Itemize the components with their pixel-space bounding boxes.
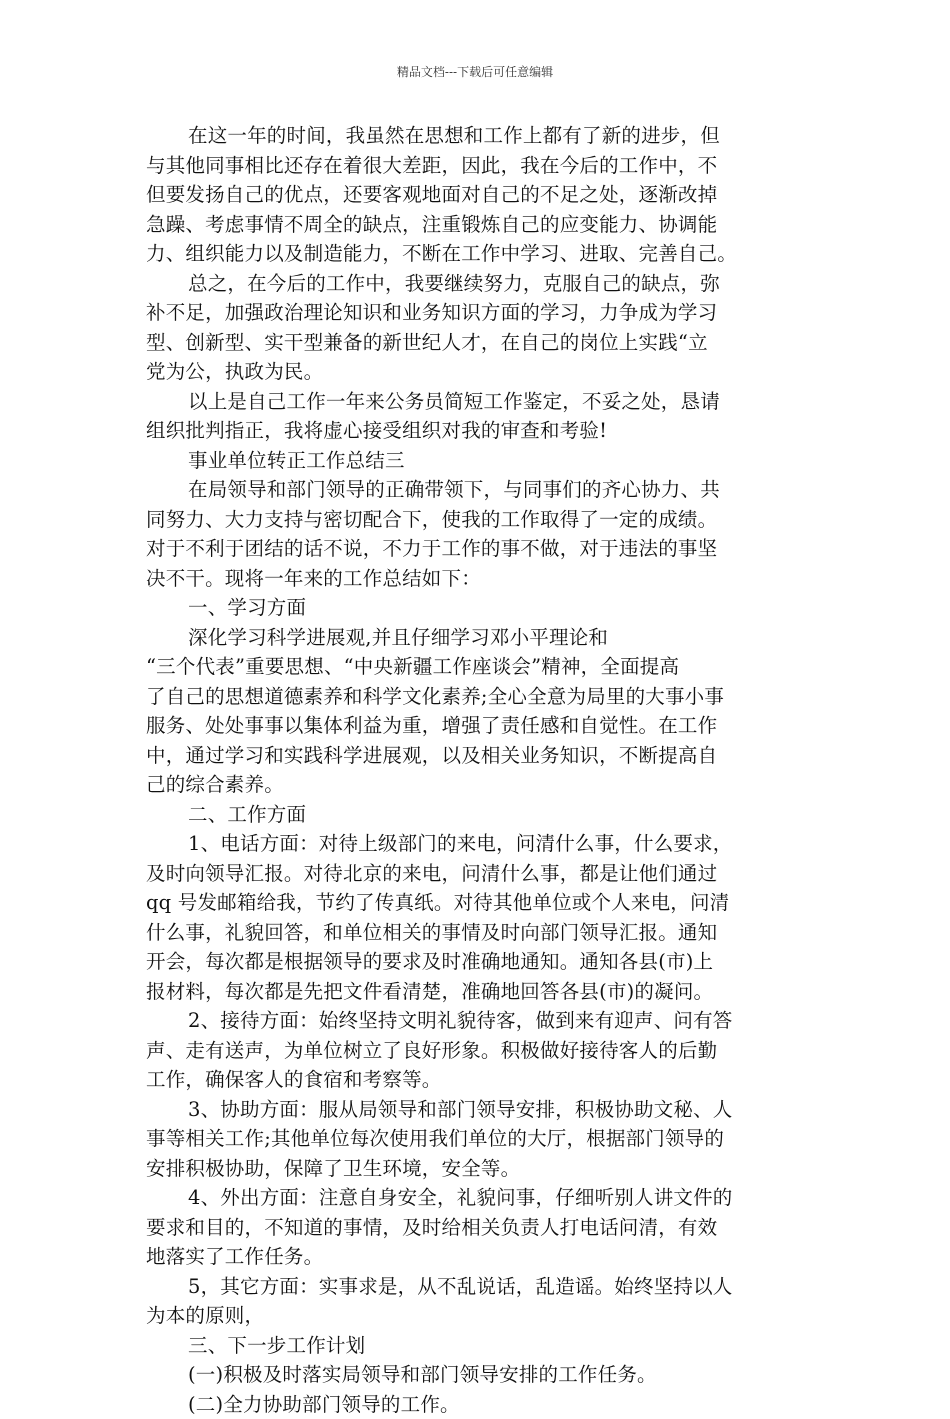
text-line: 深化学习科学进展观,并且仔细学习邓小平理论和 <box>146 623 810 653</box>
text-line: 什么事，礼貌回答，和单位相关的事情及时向部门领导汇报。通知 <box>146 918 810 948</box>
document-body <box>146 121 810 1419</box>
text-line: 服务、处处事事以集体利益为重，增强了责任感和自觉性。在工作 <box>146 711 810 741</box>
text-line: 力、组织能力以及制造能力，不断在工作中学习、进取、完善自己。 <box>146 239 810 269</box>
text-line: 声、走有送声，为单位树立了良好形象。积极做好接待客人的后勤 <box>146 1036 810 1066</box>
text-line: 与其他同事相比还存在着很大差距，因此，我在今后的工作中，不 <box>146 151 810 181</box>
text-line: 3、协助方面：服从局领导和部门领导安排，积极协助文秘、人 <box>146 1095 810 1125</box>
text-line: 决不干。现将一年来的工作总结如下： <box>146 564 810 594</box>
text-line: 三、下一步工作计划 <box>146 1331 810 1361</box>
text-line: 一、学习方面 <box>146 593 810 623</box>
text-line: 5，其它方面：实事求是，从不乱说话，乱造谣。始终坚持以人 <box>146 1272 810 1302</box>
text-line: 总之，在今后的工作中，我要继续努力，克服自己的缺点，弥 <box>146 269 810 299</box>
text-line: 型、创新型、实干型兼备的新世纪人才，在自己的岗位上实践“立 <box>146 328 810 358</box>
text-line: qq 号发邮箱给我，节约了传真纸。对待其他单位或个人来电，问清 <box>146 888 810 918</box>
text-line: 己的综合素养。 <box>146 770 810 800</box>
text-line: 但要发扬自己的优点，还要客观地面对自己的不足之处，逐渐改掉 <box>146 180 810 210</box>
text-line: 组织批判指正，我将虚心接受组织对我的审查和考验! <box>146 416 810 446</box>
text-line: 1、电话方面：对待上级部门的来电，问清什么事，什么要求， <box>146 829 810 859</box>
text-line: 中，通过学习和实践科学进展观，以及相关业务知识，不断提高自 <box>146 741 810 771</box>
text-line: 事等相关工作;其他单位每次使用我们单位的大厅，根据部门领导的 <box>146 1124 810 1154</box>
text-line: 二、工作方面 <box>146 800 810 830</box>
text-line: 为本的原则， <box>146 1301 810 1331</box>
text-line: (一)积极及时落实局领导和部门领导安排的工作任务。 <box>146 1360 810 1390</box>
text-line: “三个代表”重要思想、“中央新疆工作座谈会”精神，全面提高 <box>146 652 810 682</box>
text-line: 同努力、大力支持与密切配合下，使我的工作取得了一定的成绩。 <box>146 505 810 535</box>
text-line: 地落实了工作任务。 <box>146 1242 810 1272</box>
text-line: 急躁、考虑事情不周全的缺点，注重锻炼自己的应变能力、协调能 <box>146 210 810 240</box>
text-line: 安排积极协助，保障了卫生环境，安全等。 <box>146 1154 810 1184</box>
text-line: 党为公，执政为民。 <box>146 357 810 387</box>
text-line: 补不足，加强政治理论知识和业务知识方面的学习，力争成为学习 <box>146 298 810 328</box>
text-line: 以上是自己工作一年来公务员简短工作鉴定，不妥之处，恳请 <box>146 387 810 417</box>
text-line: 要求和目的，不知道的事情，及时给相关负责人打电话问清，有效 <box>146 1213 810 1243</box>
text-line: 在这一年的时间，我虽然在思想和工作上都有了新的进步，但 <box>146 121 810 151</box>
text-line: 对于不利于团结的话不说，不力于工作的事不做，对于违法的事坚 <box>146 534 810 564</box>
text-line: 在局领导和部门领导的正确带领下，与同事们的齐心协力、共 <box>146 475 810 505</box>
text-line: 报材料，每次都是先把文件看清楚，准确地回答各县(市)的凝问。 <box>146 977 810 1007</box>
text-line: 了自己的思想道德素养和科学文化素养;全心全意为局里的大事小事 <box>146 682 810 712</box>
text-line: 工作，确保客人的食宿和考察等。 <box>146 1065 810 1095</box>
text-line: (二)全力协助部门领导的工作。 <box>146 1390 810 1419</box>
text-line: 事业单位转正工作总结三 <box>146 446 810 476</box>
text-line: 及时向领导汇报。对待北京的来电，问清什么事，都是让他们通过 <box>146 859 810 889</box>
page-header: 精品文档---下载后可任意编辑 <box>0 64 950 80</box>
text-line: 2、接待方面：始终坚持文明礼貌待客，做到来有迎声、问有答 <box>146 1006 810 1036</box>
text-line: 4、外出方面：注意自身安全，礼貌问事，仔细听别人讲文件的 <box>146 1183 810 1213</box>
text-line: 开会，每次都是根据领导的要求及时准确地通知。通知各县(市)上 <box>146 947 810 977</box>
